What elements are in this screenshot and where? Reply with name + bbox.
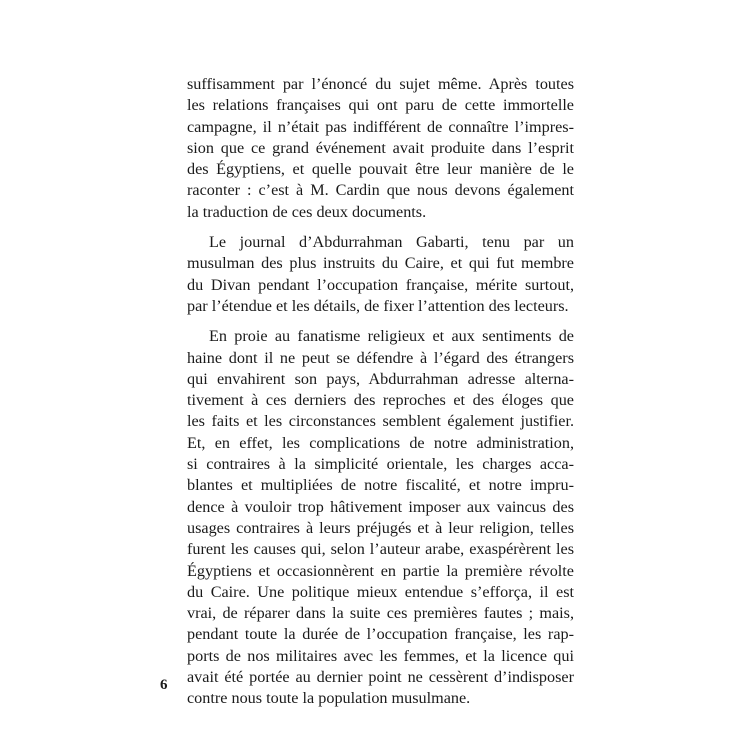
text-line: si contraires à la simplicité orientale, les charges acca- xyxy=(187,455,574,474)
text-line: Le journal d’Abdurrahman Gabarti, tenu par un xyxy=(209,233,574,252)
text-line: tivement à ces derniers des reproches et des éloges que xyxy=(187,391,574,410)
text-line: vrai, de réparer dans la suite ces premières fautes ; mais, xyxy=(187,604,574,623)
text-line: Égyptiens et occasionnèrent en partie la première révolte xyxy=(187,561,574,580)
text-line: suffisamment par l’énoncé du sujet même. Après toutes xyxy=(187,75,574,93)
text-line: haine dont il ne peut se défendre à l’égard des étrangers xyxy=(187,348,574,367)
text-line: du Caire. Une politique mieux entendue s’efforça, il est xyxy=(187,582,574,601)
text-line: par l’étendue et les détails, de fixer l’attention des lecteurs. xyxy=(187,296,569,315)
paragraph-1 xyxy=(187,74,574,223)
text-line: les relations françaises qui ont paru de cette immortelle xyxy=(187,96,574,115)
body-text xyxy=(187,74,574,710)
text-line: la traduction de ces deux documents. xyxy=(187,202,427,221)
paragraph-spacer xyxy=(187,317,574,326)
text-line: musulman des plus instruits du Caire, et qui fut membre xyxy=(187,254,574,273)
text-line: blantes et multipliées de notre fiscalité, et notre impru- xyxy=(187,476,574,495)
text-line: campagne, il n’était pas indifférent de connaître l’impres- xyxy=(187,117,574,136)
text-line: du Divan pendant l’occupation française, mérite surtout, xyxy=(187,275,574,294)
text-line: ports de nos militaires avec les femmes, et la licence qui xyxy=(187,646,574,665)
paragraph-spacer xyxy=(187,223,574,232)
text-line: furent les causes qui, selon l’auteur arabe, exaspérèrent les xyxy=(187,540,574,559)
text-line: dence à vouloir trop hâtivement imposer aux vaincus des xyxy=(187,497,574,516)
text-line: avait été portée au dernier point ne cessèrent d’indisposer xyxy=(187,668,574,687)
page-number: 6 xyxy=(160,677,168,693)
text-line: qui envahirent son pays, Abdurrahman adresse alterna- xyxy=(187,369,574,388)
paragraph-3 xyxy=(187,326,574,709)
paragraph-2 xyxy=(187,232,574,317)
text-line: pendant toute la durée de l’occupation française, les rap- xyxy=(187,625,574,644)
text-line: raconter : c’est à M. Cardin que nous devons également xyxy=(187,181,574,200)
text-line: sion que ce grand événement avait produite dans l’esprit xyxy=(187,138,574,157)
text-line: usages contraires à leurs préjugés et à leur religion, telles xyxy=(187,518,574,537)
text-line: En proie au fanatisme religieux et aux sentiments de xyxy=(209,327,574,346)
text-line: contre nous toute la population musulmane. xyxy=(187,689,471,708)
text-line: les faits et les circonstances semblent également justifier. xyxy=(187,412,574,431)
text-line: des Égyptiens, et quelle pouvait être leur manière de le xyxy=(187,160,574,179)
text-line: Et, en effet, les complications de notre administration, xyxy=(187,433,574,452)
